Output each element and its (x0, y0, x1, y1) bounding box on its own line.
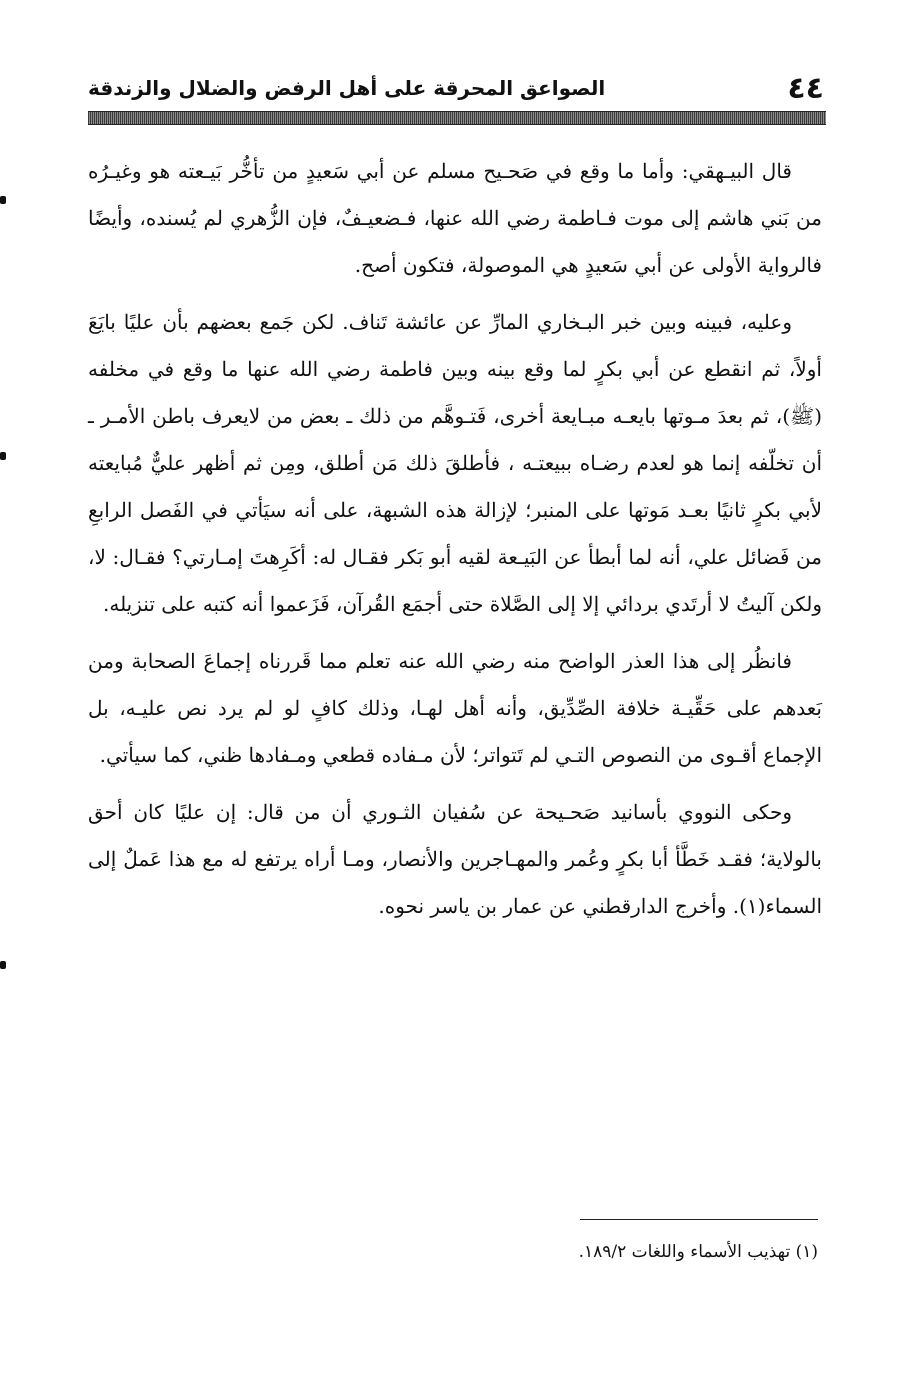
footnote: (١) تهذيب الأسماء واللغات ١٨٩/٢. (578, 1242, 818, 1262)
page-number: ٤٤ (787, 71, 824, 106)
paragraph: قال البيـهقي: وأما ما وقع في صَحـيح مسلم عن أبي سَعيدٍ من تأخُّر بَيـعته هو وغيـرُه من بَني هاشم إلى موت فـاطمة رضي الله عنها، فـضعيـفٌ، فإن الزُّهري لم يُسنده، وأيضًا فالرواية الأولى عن أبي سَعيدٍ هي الموصولة، فتكون أصح. (88, 159, 822, 277)
scan-mark (0, 196, 6, 204)
page-header (88, 70, 826, 106)
paragraph: وعليه، فبينه وبين خبر البـخاري المارِّ عن عائشة تَناف. لكن جَمع بعضهم بأن عليًا بايَعَ أولاً، ثم انقطع عن أبي بكرٍ لما وقع بينه وبين فاطمة رضي الله عنها ما وقع في مخلفه (ﷺ)، ثم بعدَ مـوتها بايعـه مبـايعة أخرى، فَتـوهَّم من ذلك ـ بعض من لايعرف باطن الأمـر ـ أن تخلّفه إنما هو لعدم رضـاه ببيعتـه ، فأطلقَ ذلك مَن أطلق، ومِن ثم أظهر عليٌّ مُبايعته لأبي بكرٍ ثانيًا بعـد مَوتها على المنبر؛ لإزالة هذه الشبهة، على أنه سيَأتي في الفَصل الرابعِ من فَضائل علي، أنه لما أبطأ عن البَيـعة لقيه أبو بَكر فقـال له: أكَرِهتَ إمـارتي؟ فقـال: لا، ولكن آليتُ لا أرتَدي بردائي إلا إلى الصَّلاة حتى أجمَع القُرآن، فَزَعموا أنه كتبه على تنزيله. (88, 310, 823, 616)
footnote-rule (580, 1219, 818, 1220)
paragraph: فانظُر إلى هذا العذر الواضح منه رضي الله عنه تعلم مما قَررناه إجماعَ الصحابة ومن بَعدهم على حَقِّيـة خلافة الصِّدِّيق، وأنه أهل لهـا، وذلك كافٍ لو لم يرد نص عليـه، بل الإجماع أقـوى من النصوص التـي لم تَتواتر؛ لأن مـفاده قطعي ومـفادها ظني، كما سيأتي. (88, 649, 822, 767)
running-title: الصواعق المحرقة على أهل الرفض والضلال والزندقة (88, 76, 606, 100)
scan-mark (0, 961, 6, 969)
scan-mark (0, 452, 6, 460)
header-rule (88, 111, 826, 125)
paragraph: وحكى النووي بأسانيد صَحـيحة عن سُفيان الثـوري أن من قال: إن عليًا كان أحق بالولاية؛ فقـد خَطَّأ أبا بكرٍ وعُمر والمهـاجرين والأنصار، ومـا أراه يرتفع له مع هذا عَملٌ إلى السماء(١). وأخرج الدارقطني عن عمار بن ياسر نحوه. (88, 800, 822, 918)
main-text (88, 148, 822, 940)
